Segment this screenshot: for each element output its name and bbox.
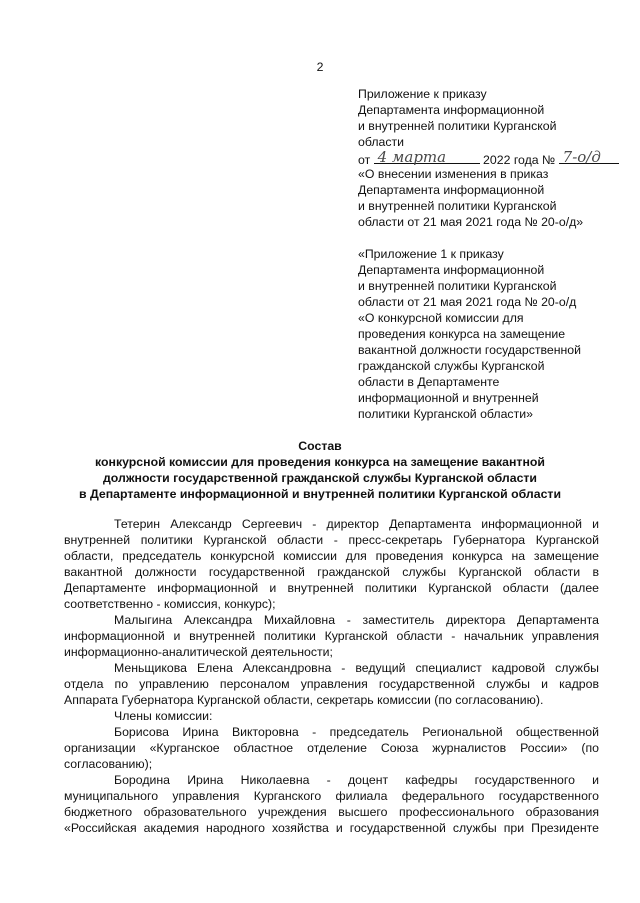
title-line: должности государственной гражданской службы Курганской области xyxy=(103,471,537,485)
body-line: «Российская академия народного хозяйства и государственной службы при Президенте xyxy=(64,821,599,835)
appendix-line: информационной и внутренней xyxy=(358,391,539,405)
appendix-date-line xyxy=(358,150,618,166)
spacer xyxy=(358,230,618,246)
appendix-line: области в Департаменте xyxy=(358,375,500,389)
body-line: области, председатель конкурсной комиссии для проведения конкурса на замещение xyxy=(64,549,599,563)
body-line: вакантной должности государственной гражданской службы Курганской области в xyxy=(64,565,599,579)
body-line: внутренней политики Курганской области - пресс-секретарь Губернатора Курганской xyxy=(64,533,599,547)
number-blank xyxy=(559,150,619,164)
body-line: Бородина Ирина Николаевна - доцент кафедры государственного и xyxy=(114,773,599,787)
body-line: организации «Курганское областное отделение Союза журналистов России» (по xyxy=(64,741,599,755)
appendix-line: вакантной должности государственной xyxy=(358,343,582,357)
appendix-line: гражданской службы Курганской xyxy=(358,359,545,373)
appendix-line: области от 21 мая 2021 года № 20-о/д xyxy=(358,295,577,309)
paragraph-borodina xyxy=(64,772,599,836)
paragraph-menshchikova xyxy=(64,660,599,708)
page-number: 2 xyxy=(316,60,324,74)
date-prefix: от xyxy=(358,153,371,167)
appendix-header xyxy=(358,86,618,422)
body-line: Малыгина Александра Михайловна - заместитель директора Департамента xyxy=(114,613,599,627)
paragraph-members-heading xyxy=(64,708,599,724)
paragraph-malygina xyxy=(64,612,599,660)
appendix-line: и внутренней политики Курганской xyxy=(358,199,557,213)
appendix-line: области xyxy=(358,135,404,149)
body-line: Аппарата Губернатора Курганской области, секретарь комиссии (по согласованию). xyxy=(64,693,544,707)
date-blank xyxy=(374,150,480,164)
appendix-line: Департамента информационной xyxy=(358,103,545,117)
appendix-line: «Приложение 1 к приказу xyxy=(358,247,504,261)
appendix-line: политики Курганской области» xyxy=(358,407,533,421)
title-line: конкурсной комиссии для проведения конкурса на замещение вакантной xyxy=(95,455,545,469)
paragraph-teterin xyxy=(64,516,599,612)
appendix-line: и внутренней политики Курганской xyxy=(358,119,557,133)
body-line: информационной и внутренней политики Курганской области - начальник управления xyxy=(64,629,599,643)
date-year: 2022 года № xyxy=(483,153,556,167)
handwritten-date: 4 марта xyxy=(377,148,447,166)
body-line: отдела по управлению персоналом управления государственной службы и кадров xyxy=(64,677,599,691)
body-line: бюджетного образовательного учреждения высшего профессионального образования xyxy=(64,805,599,819)
appendix-line: «О конкурсной комиссии для xyxy=(358,311,524,325)
body-line: Департаменте информационной и внутренней политики Курганской области (далее xyxy=(64,581,599,595)
document-body xyxy=(64,516,599,836)
body-line: муниципального управления Курганского филиала федерального государственного xyxy=(64,789,599,803)
body-line: соответственно - комиссия, конкурс); xyxy=(64,597,276,611)
body-line: Члены комиссии: xyxy=(114,709,213,723)
body-line: Меньщикова Елена Александровна - ведущий специалист кадровой службы xyxy=(114,661,599,675)
appendix-line: Департамента информационной xyxy=(358,263,545,277)
appendix-line: проведения конкурса на замещение xyxy=(358,327,566,341)
title-line: в Департаменте информационной и внутренней политики Курганской области xyxy=(78,487,562,501)
document-title xyxy=(60,438,580,502)
appendix-line: «О внесении изменения в приказ xyxy=(358,167,549,181)
handwritten-number: 7-о/д xyxy=(562,148,601,166)
appendix-line: Приложение к приказу xyxy=(358,87,487,101)
paragraph-borisova xyxy=(64,724,599,772)
body-line: Тетерин Александр Сергеевич - директор Департамента информационной и xyxy=(114,517,599,531)
body-line: Борисова Ирина Викторовна - председатель Региональной общественной xyxy=(114,725,599,739)
body-line: информационно-аналитической деятельности; xyxy=(64,645,333,659)
appendix-line: Департамента информационной xyxy=(358,183,545,197)
body-line: согласованию); xyxy=(64,757,153,771)
appendix-line: области от 21 мая 2021 года № 20-о/д» xyxy=(358,215,584,229)
appendix-line: и внутренней политики Курганской xyxy=(358,279,557,293)
title-line: Состав xyxy=(298,439,342,453)
